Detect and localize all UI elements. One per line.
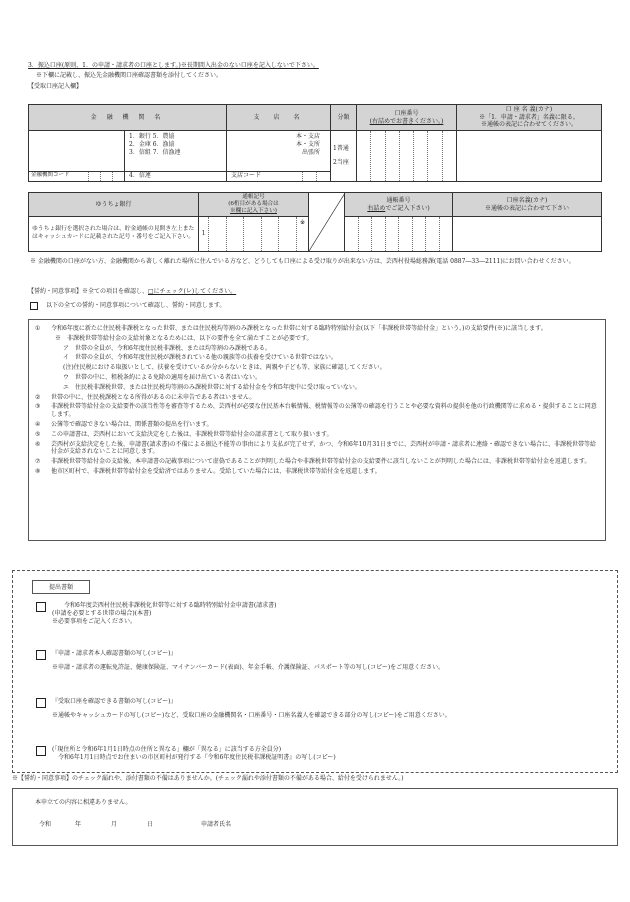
bank-type-list — [125, 131, 226, 171]
pledge-item-text: ア 世帯の全員が、令和6年度住民税非課税、または均等割のみ課税である。 — [63, 344, 271, 352]
pledge-item-number: ⑧ — [35, 467, 41, 475]
yucho-holder-label: 口座名義(カナ) — [506, 196, 548, 204]
pledge-item — [35, 441, 599, 457]
yucho-holder-note: ※通帳の表記に合わせて下さい — [484, 204, 569, 212]
doc-2-line-2: ※申請・請求者の運転免許証、健康保険証、マイナンバーカード(表面)、年金手帳、介護保険証、パスポート等の写し(コピー)をご用意ください。 — [52, 663, 445, 671]
bank-account-table — [28, 104, 602, 182]
doc-4-checkbox[interactable] — [36, 746, 46, 756]
yucho-description: ゆうちょ銀行を選択された場合は、貯金通帳の見開き左上またはキャッシュカードに記載された記号・番号をご記入下さい。 — [29, 217, 199, 252]
pledge-item — [35, 325, 599, 333]
pledge-item-text: 世帯の中に、住民税課税となる所得があるのに未申告である者はいません。 — [51, 393, 256, 401]
pledge-item-text: 公簿等で確認できない場合は、関係書類の提出を行います。 — [51, 420, 213, 428]
pledge-check-row — [30, 302, 610, 310]
section3-heading: 3．振込口座(原則、1．の申請・請求者の口座とします。)※長期間入出金のない口座を記入しないで下さい。 — [28, 62, 319, 69]
pledge-items-box — [28, 319, 606, 541]
branch-type-1: 本・支店 — [295, 133, 320, 140]
pledge-item-text: 非課税世帯等給付金の支給要件の該当性等を審査等するため、芸西村が必要な住民基本台帳情報、税情報等の公簿等の確認を行うことや必要な資料の提供を他の行政機関等に求める・提供することに同意します。 — [51, 403, 597, 419]
sig-month: 月 — [111, 821, 118, 828]
pledge-heading-prefix: 【誓約・同意事項】※全ての項目を確認し、 — [28, 288, 149, 295]
account-type-cell[interactable] — [331, 131, 357, 182]
branch-type-list — [227, 131, 330, 171]
pledge-item-text: この申請書は、芸西村において支給決定をした後は、非課税世帯等給付金の請求書として取り扱います。 — [51, 430, 333, 438]
branch-code-input[interactable] — [289, 172, 330, 181]
yucho-symbol-note-2: ※欄に記入下さい) — [230, 208, 277, 215]
signature-box — [12, 788, 618, 846]
account-type-ordinary[interactable]: 1普通 — [333, 145, 349, 153]
branch-type-2: 本・支所 — [295, 140, 320, 148]
pledge-item — [35, 374, 599, 382]
holder-note-1: ※「1．申請・請求者」名義に限る。 — [479, 113, 579, 121]
branch-type-3: 出張所 — [301, 148, 320, 156]
col-account-number-note: (右詰めでお書きください。) — [369, 117, 444, 125]
sig-name-label: 申請者氏名 — [201, 821, 232, 828]
pledge-item-text: 非課税世帯等給付金の支給後、本申請書の記載事項について虚偽であることが判明した場合や非課税世帯等給付金の支給要件に該当しないことが判明した場合には、非課税世帯等給付金を返還します。 — [51, 458, 591, 466]
pledge-item-number: ⑥ — [35, 440, 41, 448]
pledge-item-number — [35, 345, 51, 353]
pledge-item-number: ② — [35, 393, 41, 401]
branch-name-cell[interactable] — [227, 131, 331, 182]
yucho-symbol-label: 通帳記号 — [242, 193, 265, 200]
pledge-item-number: ④ — [35, 420, 41, 428]
yucho-col-holder — [453, 193, 602, 217]
doc-1-line-3: ※必要事項をご記入ください。 — [52, 617, 137, 625]
pledge-item-text: 芸西村が支給決定をした後、申請書(請求書)の不備による振込不能等の事由により支払が完了せず、かつ、令和6年10月31日までに、芸西村が申請・請求者に連絡・確認できない場合に、非課税世帯等給付金が支給されないことに同意します。 — [51, 440, 597, 456]
yucho-symbol-first: 1 — [199, 217, 209, 251]
yucho-number-label: 通帳番号 — [386, 196, 411, 204]
pledge-item-number: ① — [35, 325, 41, 332]
doc-item-2 — [36, 650, 596, 672]
pledge-list — [35, 325, 599, 476]
yucho-asterisk: ※ — [296, 217, 308, 251]
sig-year: 年 — [75, 821, 82, 828]
doc-4-line-2: 令和6年1月1日時点でお住まいの市区町村が発行する『令和6年度住民税非課税証明書』の写し(コピー) — [58, 753, 336, 761]
pledge-item-text: イ 世帯の全員が、令和6年度住民税が課税されている他の親族等の扶養を受けている世帯ではない。 — [63, 354, 337, 362]
yucho-number-input[interactable] — [345, 217, 453, 252]
holder-note-2: ※通帳の表記に合わせてください。 — [480, 121, 577, 129]
pledge-item-text: (注)住民税における取扱いとして、扶養を受けているか分からないときは、両親や子ども等、家族に確認してください。 — [63, 364, 386, 372]
account-type-current[interactable]: 2当座 — [333, 159, 349, 166]
doc-1-checkbox[interactable] — [36, 602, 46, 612]
col-account-number — [357, 105, 457, 131]
section3-note: ※下欄に記載し、振込先金融機関口座確認書類を添付してください。 — [36, 71, 223, 79]
pledge-heading — [28, 288, 608, 296]
doc-item-3 — [36, 698, 596, 720]
yucho-symbol-input[interactable] — [199, 217, 309, 252]
pledge-item — [35, 421, 599, 429]
pledge-item-number — [35, 354, 51, 362]
col-account-number-label: 口座番号 — [394, 109, 419, 117]
pledge-item — [35, 354, 599, 362]
bank-code-input[interactable] — [77, 172, 125, 181]
pledge-item — [35, 364, 599, 372]
pledge-item — [35, 403, 599, 419]
pledge-item-number: ③ — [35, 403, 41, 411]
account-number-input[interactable] — [357, 131, 457, 182]
pledge-item — [35, 431, 599, 439]
sig-day: 日 — [147, 821, 154, 828]
pledge-item-text: エ 住民税非課税世帯、または住民税均等割のみ課税世帯に対する給付金を令和5年度中に受け取っていない。 — [63, 383, 361, 391]
bank-note: ※ 金融機関の口座がない方、金融機関から著しく離れた場所に住んでいる方など、どうしても口座による受け取りが出来ない方は、芸西村役場総務課(電話 0887―33―2111)にお問い合わせください。 — [30, 258, 575, 265]
bank-name-cell[interactable] — [29, 131, 227, 182]
yucho-col-number — [345, 193, 453, 217]
col-holder-label: 口 座 名 義(カナ) — [505, 105, 553, 113]
bank-type-3: 3．信組 7．信漁連 — [129, 148, 181, 156]
col-account-type: 分類 — [331, 105, 357, 131]
bank-type-4: 4．信連 — [129, 172, 151, 179]
pledge-item — [35, 394, 599, 402]
account-label: 【受取口座記入欄】 — [28, 82, 83, 90]
doc-item-4 — [36, 746, 596, 762]
sig-name-input[interactable] — [245, 819, 445, 829]
pledge-item-text: ※ 非課税世帯等給付金の支給対象となるためには、以下の要件を全て満たすことが必要です。 — [55, 334, 313, 342]
yucho-diagonal-cell — [309, 193, 345, 252]
yucho-number-note: 右詰めでご記入下さい) — [367, 204, 430, 212]
bank-type-2: 2．金庫 6．漁協 — [129, 140, 175, 148]
pledge-item-number: ⑦ — [35, 458, 41, 466]
col-bank-name: 金 融 機 関 名 — [29, 105, 227, 131]
pledge-item-number — [35, 364, 51, 372]
doc-3-line-1: 『受取口座を確認できる書類の写し(コピー)』 — [52, 698, 177, 705]
footer-warning: ※【誓約・同意事項】のチェック漏れや、添付書類の不備はありませんか。(チェック漏れや添付書類の不備がある場合、給付を受けられません。) — [12, 775, 404, 782]
pledge-heading-underlined: □にチェック(レ)してください。 — [148, 288, 237, 295]
pledge-check-label: 以下の全ての誓約・同意事項について確認し、誓約・同意します。 — [46, 302, 226, 310]
col-account-holder — [457, 105, 602, 131]
pledge-item — [35, 468, 599, 476]
bank-code-label: 金融機関コード — [31, 172, 70, 178]
pledge-item-number — [35, 335, 51, 343]
doc-3-checkbox[interactable] — [36, 698, 46, 708]
doc-2-checkbox[interactable] — [36, 650, 46, 660]
sig-era: 令和 — [39, 821, 52, 828]
yucho-holder-input[interactable] — [453, 217, 602, 252]
doc-2-line-1: 『申請・請求者本人確認書類の写し(コピー)』 — [52, 650, 177, 657]
account-holder-input[interactable] — [457, 131, 602, 182]
pledge-item — [35, 458, 599, 466]
pledge-item — [35, 384, 599, 392]
yucho-col-name: ゆうちょ銀行 — [29, 193, 199, 217]
branch-code-label: 支店コード — [231, 172, 262, 179]
doc-item-1 — [36, 602, 596, 625]
pledge-agree-checkbox[interactable] — [30, 302, 38, 310]
yucho-col-symbol — [199, 193, 309, 217]
bank-type-1: 1．銀行 5．農協 — [129, 133, 175, 140]
documents-title: 提出書類 — [32, 580, 90, 594]
doc-1-line-2: (申請を必要とする世帯の場合)(本書) — [52, 609, 152, 617]
pledge-item-number — [35, 374, 51, 382]
pledge-item-text: 令和6年度に新たに住民税非課税となった世帯、または住民税均等割のみ課税となった世帯に対する臨時特別給付金(以下「非課税世帯等給付金」という。)の支給要件(※)に該当します。 — [51, 325, 547, 332]
signature-statement: 本申立ての内容に相違ありません。 — [35, 799, 132, 806]
section3-heading-wrap — [28, 62, 608, 90]
pledge-item — [35, 345, 599, 353]
yucho-symbol-note-1: (6桁目がある場合は — [228, 200, 279, 207]
doc-3-line-2: ※通帳やキャッシュカードの写し(コピー)など、受取口座の金融機関名・口座番号・口座名義人を確認できる部分の写し(コピー)をご用意ください。 — [52, 711, 451, 719]
col-branch-name: 支 店 名 — [227, 105, 331, 131]
yucho-table — [28, 192, 602, 252]
doc-4-line-1: (「現住所と令和6年1月1日時点の住所と異なる」欄が「異なる」に該当する方全員分) — [52, 746, 282, 753]
diagonal-line — [309, 193, 345, 251]
pledge-item-text: 他市区町村で、非課税世帯等給付金を受給済ではありません。受給していた場合には、非課税世帯等給付金を返還します。 — [51, 467, 381, 475]
pledge-item — [35, 335, 599, 343]
pledge-item-number: ⑤ — [35, 430, 41, 438]
doc-1-line-1: 令和6年度芸西村住民税非課税化世帯等に対する臨時特別給付金申請書(請求書) — [64, 602, 277, 609]
pledge-item-text: ウ 世帯の中に、租税条約による免除の適用を届け出ている者はいない。 — [63, 373, 262, 381]
bank-name-input[interactable] — [29, 131, 125, 171]
pledge-item-number — [35, 384, 51, 392]
